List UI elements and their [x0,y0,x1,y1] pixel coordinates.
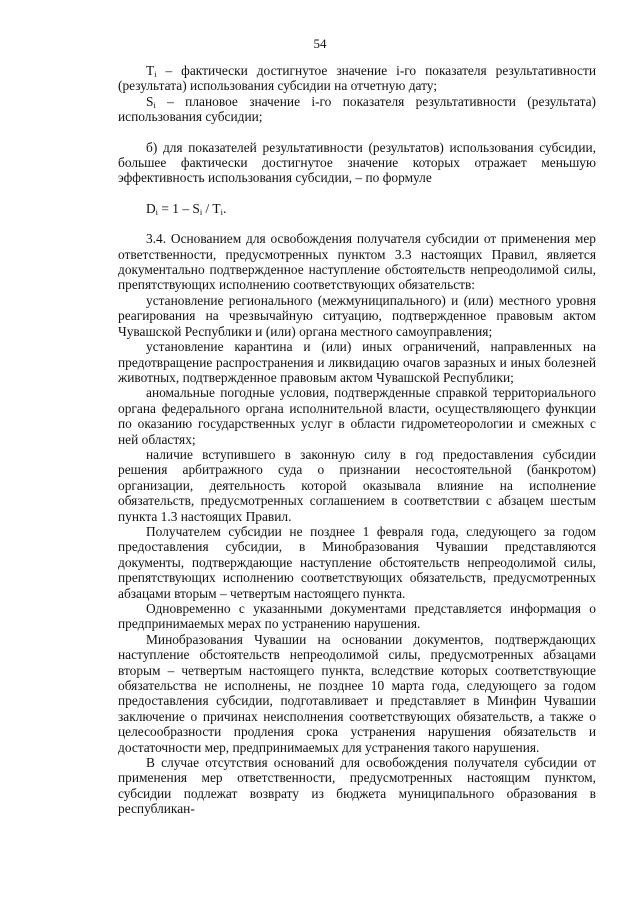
formula-t-sub: i [220,206,223,217]
definition-t-text: – фактически достигнутое значение i-го показателя результативности (результата) использования субсидии на отчетную дату; [118,63,596,94]
paragraph-measures-info: Одновременно с указанными документами представляется информация о предпринимаемых мерах по устранению нарушения. [118,601,596,632]
formula-s-sub: i [199,206,203,217]
formula-d: D [146,200,156,216]
paragraph-3-4: 3.4. Основанием для освобождения получателя субсидии от применения мер ответственности, предусмотренных пунктом 3.3 настоящих Правил, является документально подтвержденное наступление обстоятельств непреодолимой силы, препятствующих исполнению соответствующих обязательств: [118,231,596,293]
paragraph-quarantine: установление карантина и (или) иных ограничений, направленных на предотвращение распространения и ликвидацию очагов заразных и иных болезней животных, подтвержденное правовым актом Чувашской Республики; [118,339,596,385]
paragraph-ministry-conclusion: Минобразования Чувашии на основании документов, подтверждающих наступление обстоятельств непреодолимой силы, предусмотренных абзацами вторым – четвертым настоящего пункта, вследствие которых соответствующие обязательства не исполнены, не позднее 10 марта года, следующего за годом предоставления субсидии, подготавливает и представляет в Минфин Чувашии заключение о причинах неисполнения соответствующих обязательств, а также о целесообразности продления срока устранения нарушения обязательств и достаточности мер, предпринимаемых для устранения такого нарушения. [118,631,596,755]
formula-slash: / T [202,200,221,216]
definition-s [118,94,596,125]
var-s: S [146,93,154,109]
paragraph-weather: аномальные погодные условия, подтвержденные справкой территориального органа федерального органа исполнительной власти, осуществляющего функции по оказанию государственных услуг в области гидрометеорологии и смежных с ней областях; [118,385,596,447]
paragraph-refund: В случае отсутствия оснований для освобождения получателя субсидии от применения мер ответственности, предусмотренных настоящим пунктом, субсидии подлежат возврату из бюджета муниципального образования в республикан- [118,755,596,817]
paragraph-b: б) для показателей результативности (результатов) использования субсидии, большее фактически достигнутое значение которых отражает меньшую эффективность использования субсидии, – по формуле [118,139,596,186]
definition-t [118,63,596,94]
var-t: T [146,63,155,78]
paragraph-regional-emergency: установление регионального (межмуниципального) и (или) местного уровня реагирования на чрезвычайную ситуацию, подтвержденное правовым актом Чувашской Республики и (или) органа местного самоуправления; [118,292,596,339]
paragraph-documents-deadline: Получателем субсидии не позднее 1 февраля года, следующего за годом предоставления субсидии, в Минобразования Чувашии представляются документы, подтверждающие наступление обстоятельств непреодолимой силы, препятствующих исполнению соответствующих обязательств, предусмотренных абзацами вторым – четвертым настоящего пункта. [118,523,596,601]
page-number: 54 [313,36,327,51]
formula-middle: = 1 – S [158,200,200,216]
definition-s-text: – плановое значение i-го показателя результативности (результата) использования субсидии; [118,93,596,125]
paragraph-bankruptcy: наличие вступившего в законную силу в год предоставления субсидии решения арбитражного суда о признании несостоятельной (банкротом) организации, деятельность которой оказывала влияние на исполнение обязательств, предусмотренных соглашением в соответствии с абзацем шестым пункта 1.3 настоящих Правил. [118,446,596,524]
subscript-i: i [154,69,157,79]
subscript-i: i [153,99,156,110]
formula-end: . [222,200,227,216]
formula [118,201,596,216]
formula-d-sub: i [155,206,159,217]
document-body [118,63,596,817]
